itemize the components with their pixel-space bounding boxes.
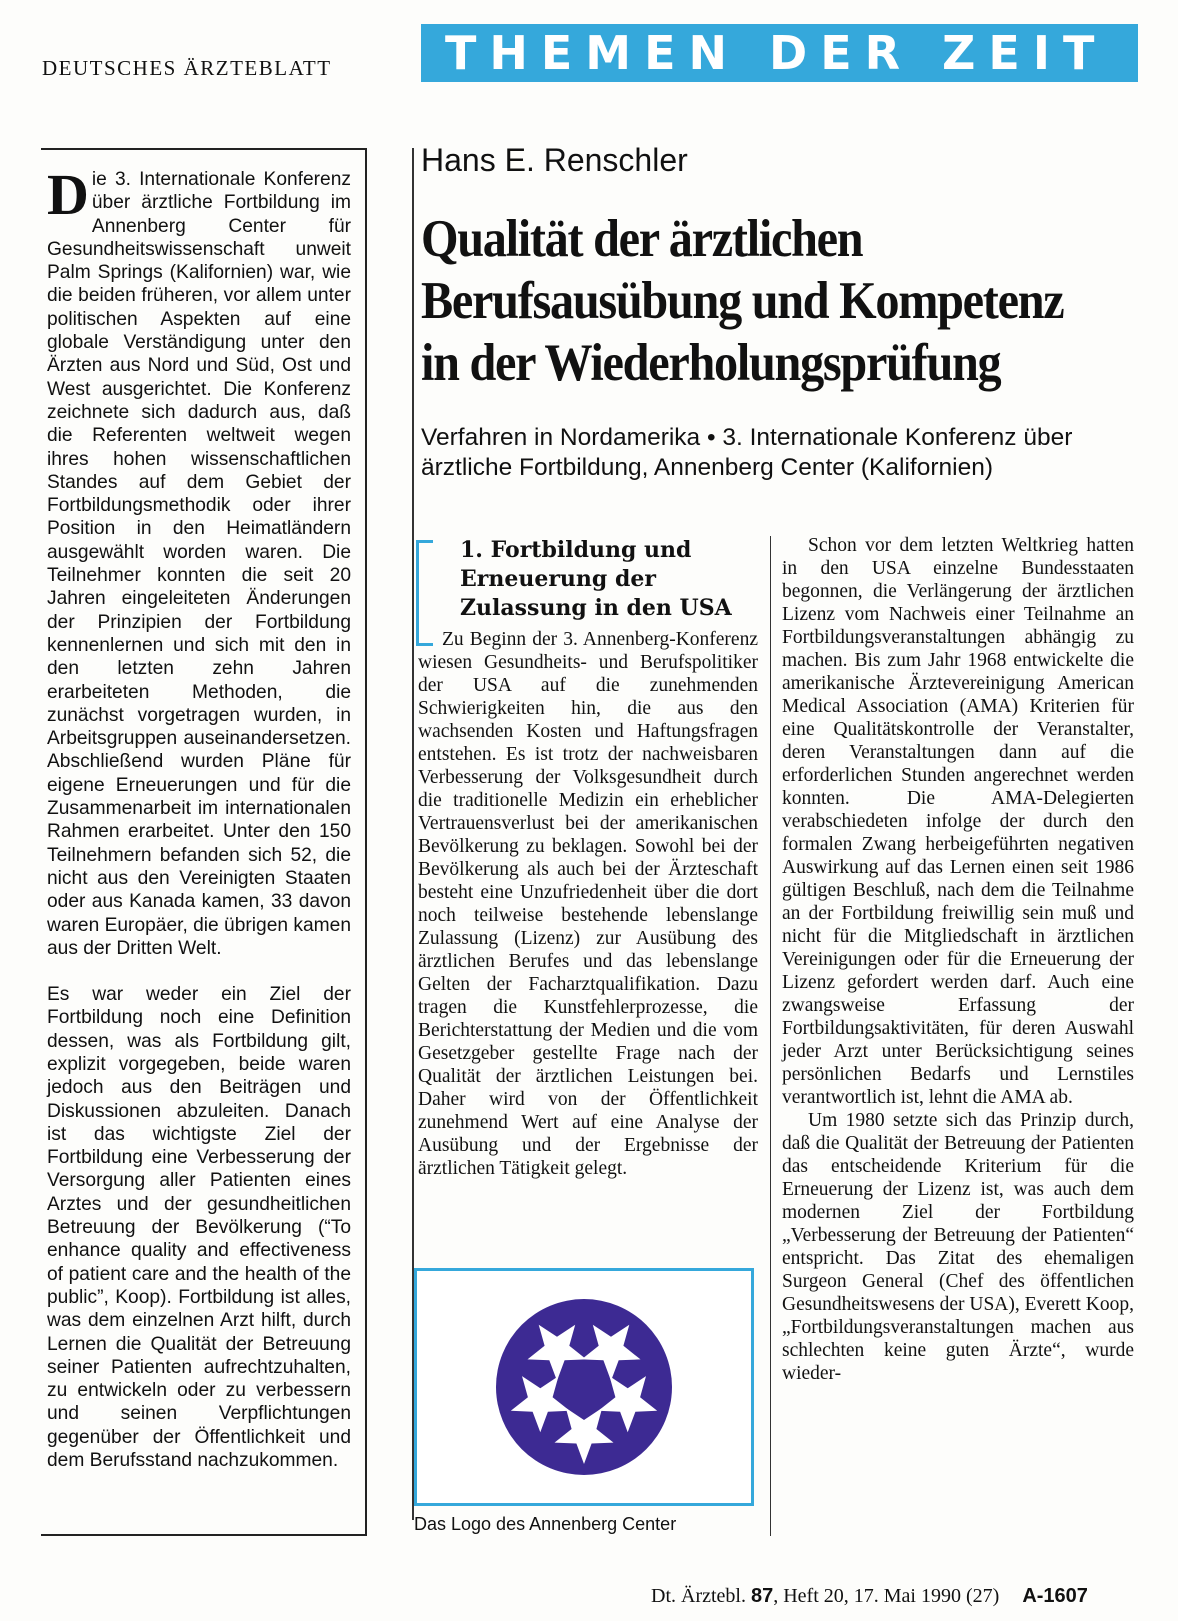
sidebar-paragraph: Es war weder ein Ziel der Fortbildung noch eine Definition dessen, was als Fortbildung gilt, explizit vorgegeben, beide waren jedoch aus den Beiträgen und Diskussionen abzuleiten. Danach ist das wichtigste Ziel der Fortbildung eine Verbesserung der Versorgung aller Patienten eines Arztes und der gesundheitlichen Betreuung der Bevölkerung (“To enhance quality and effectiveness of patient care and the health of the public”, Koop). Fortbildung ist alles, was dem einzelnen Arzt hilft, durch Lernen die Qualität der Betreuung seiner Patienten aufrechtzuhalten, zu entwickeln oder zu verbessern und seinen Verpflichtungen gegenüber der Öffentlichkeit und dem Berufsstand nachzukommen.	[47, 984, 351, 1472]
body-column-left	[418, 628, 758, 1180]
footer-volume: 87	[750, 1585, 774, 1607]
section-banner: THEMEN DER ZEIT	[421, 24, 1138, 82]
page-footer	[651, 1585, 1088, 1608]
drop-cap: D	[47, 162, 89, 227]
title-line: Qualität der ärztlichen	[421, 210, 863, 268]
footer-journal: Dt. Ärztebl.	[651, 1585, 746, 1607]
intro-sidebar	[41, 148, 367, 1536]
body-column-right	[782, 534, 1134, 1385]
body-paragraph: Zu Beginn der 3. Annenberg-Konferenz wiesen Gesundheits- und Berufspolitiker der USA auf die zunehmenden Schwierigkeiten hin, die aus den wachsenden Kosten und Haftungsfragen entstehen. Es ist trotz der nachweisbaren Verbesserung der Volksgesundheit durch die traditionelle Medizin ein erheblicher Vertrauensverlust bei der amerikanischen Bevölkerung zu beklagen. Sowohl bei der Bevölkerung als auch bei der Ärzteschaft besteht eine Unzufriedenheit über die dort noch teilweise bestehende lebenslange Zulassung (Lizenz) zur Ausübung des ärztlichen Berufes und das lebenslange Gelten der Facharztqualifikation. Dazu tragen die Kunstfehlerprozesse, die Berichterstattung der Medien und die vom Gesetzgeber gestellte Frage nach der Qualität der ärztlichen Leistungen bei. Daher wird von der Öffentlichkeit zunehmend Wert auf eine Analyse der Ausübung und der Ergebnisse der ärztlichen Tätigkeit gelegt.	[418, 629, 758, 1179]
author-name: Hans E. Renschler	[421, 142, 688, 178]
footer-issue: , Heft 20, 17. Mai 1990 (27)	[773, 1585, 1000, 1607]
section-heading: 1. Fortbildung und Erneuerung der Zulassung in den USA	[460, 537, 732, 621]
column-divider	[770, 536, 771, 1536]
annenberg-logo-figure	[414, 1268, 754, 1506]
annenberg-logo	[417, 1271, 751, 1503]
article-subtitle: Verfahren in Nordamerika • 3. Internationale Konferenz über ärztliche Fortbildung, Annenberg Center (Kalifornien)	[421, 424, 1073, 481]
title-line: in der Wiederholungsprüfung	[421, 334, 1001, 392]
article-title	[421, 208, 1083, 394]
body-paragraph: Um 1980 setzte sich das Prinzip durch, daß die Qualität der Betreuung der Patienten das entscheidende Kriterium für die Erneuerung der Lizenz ist, was auch dem modernen Ziel der Fortbildung „Verbesserung der Betreuung der Patienten“ entspricht. Das Zitat des ehemaligen Surgeon General (Chef des öffentlichen Gesundheitswesens der USA), Everett Koop, „Fortbildungsveranstaltungen machen aus schlechten keine guten Ärzte“, wurde wieder-	[782, 1110, 1135, 1384]
body-paragraph: Schon vor dem letzten Weltkrieg hatten in den USA einzelne Bundesstaaten begonnen, die Verlängerung der ärztlichen Lizenz vom Nachweis einer Teilnahme an Fortbildungsveranstaltungen abhängig zu machen. Bis zum Jahr 1968 entwickelte die amerikanische Ärztevereinigung American Medical Association (AMA) Kriterien für eine Qualitätskontrolle der Veranstalter, deren Veranstaltungen dann auf die erforderlichen Stunden angerechnet werden konnten. Die AMA-Delegierten verabschiedeten infolge der durch den formalen Zwang herbeigeführten negativen Auswirkung auf das Lernen einen seit 1986 gültigen Beschluß, nach dem die Teilnahme an der Fortbildung freiwillig sein muß und nicht für die Mitgliedschaft in ärztlichen Vereinigungen oder für die Erneuerung der Lizenz gefordert werden darf. Auch eine zwangsweise Erfassung der Fortbildungsaktivitäten, für deren Auswahl jeder Arzt unter Berücksichtigung seines persönlichen Bedarfs und Lernstiles verantwortlich ist, lehnt die AMA ab.	[782, 535, 1134, 1108]
figure-caption: Das Logo des Annenberg Center	[414, 1514, 677, 1534]
sidebar-paragraph	[47, 162, 351, 960]
page-number: A-1607	[1022, 1585, 1088, 1607]
masthead: DEUTSCHES ÄRZTEBLATT	[42, 56, 332, 80]
title-line: Berufsausübung und Kompetenz	[421, 272, 1064, 330]
sidebar-paragraph-text: ie 3. Internationale Konferenz über ärztliche Fortbildung im Annenberg Center für Gesundheitswissenschaft unweit Palm Springs (Kalifornien) war, wie die beiden früheren, vor allem unter politischen Aspekten auf eine globale Verständigung unter den Ärzten aus Nord und Süd, Ost und West ausgerichtet. Die Konferenz zeichnete sich dadurch aus, daß die Referenten weltweit wegen ihres hohen wissenschaftlichen Standes auf dem Gebiet der Fortbildungsmethodik oder ihrer Position in den Heimatländern ausgewählt worden waren. Die Teilnehmer konnten die seit 20 Jahren eingeleiteten Änderungen der Prinzipien der Fortbildung kennenlernen und sich mit den in den letzten zehn Jahren erarbeiteten Methoden, die zunächst vorgetragen wurden, in Arbeitsgruppen auseinandersetzen. Abschließend wurden Pläne für eigene Erneuerungen und für die Zusammenarbeit im internationalen Rahmen erarbeitet. Unter den 150 Teilnehmern befanden sich 52, die nicht aus den Vereinigten Staaten oder aus Kanada kamen, 33 davon waren Europäer, die übrigen kamen aus der Dritten Welt.	[47, 169, 351, 959]
